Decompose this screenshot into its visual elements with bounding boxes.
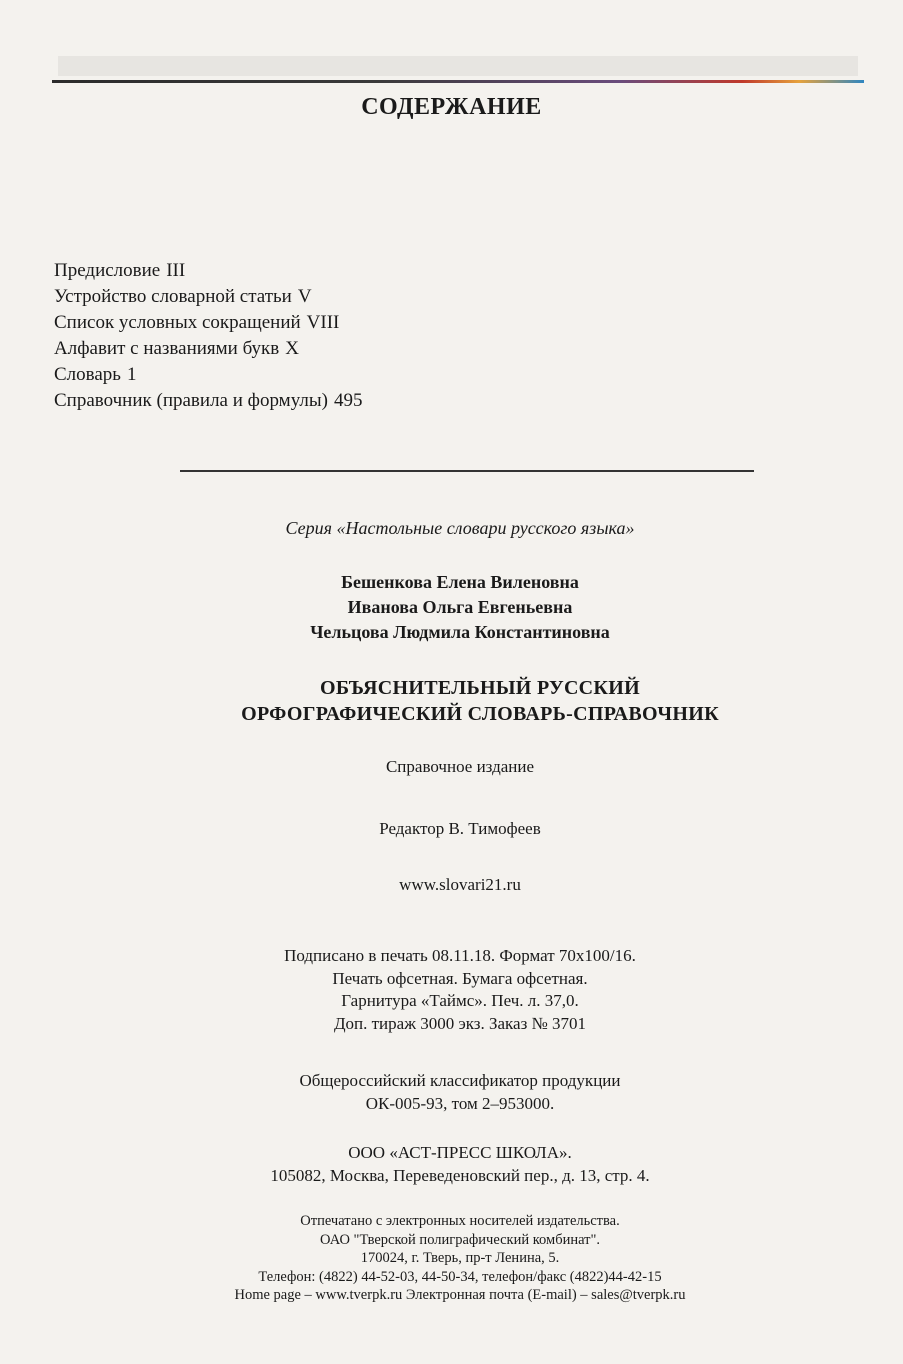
publisher-line: ООО «АСТ-ПРЕСС ШКОЛА». <box>348 1143 572 1162</box>
toc-page: 1 <box>126 364 137 385</box>
series-name: Серия «Настольные словари русского языка» <box>285 518 635 538</box>
edition-type: Справочное издание <box>385 757 535 776</box>
print-line: Подписано в печать 08.11.18. Формат 70x100/16. <box>284 946 636 965</box>
toc-item <box>54 284 362 310</box>
contents-heading: СОДЕРЖАНИЕ <box>361 94 542 120</box>
toc-page: V <box>297 286 312 307</box>
toc-item <box>54 362 362 388</box>
toc-item <box>54 336 362 362</box>
classifier-line: Общероссийский классификатор продукции <box>299 1071 621 1090</box>
print-line: Печать офсетная. Бумага офсетная. <box>332 968 588 988</box>
author-name: Бешенкова Елена Виленовна <box>341 572 579 592</box>
toc-label: Список условных сокращений <box>54 312 301 333</box>
printer-line: Телефон: (4822) 44-52-03, 44-50-34, телефон/факс (4822)44-42-15 <box>258 1268 662 1285</box>
toc-page: 495 <box>333 390 363 411</box>
toc-label: Устройство словарной статьи <box>54 286 292 307</box>
authors-list <box>0 570 903 645</box>
top-color-rule <box>52 80 864 83</box>
book-title-line: ОРФОГРАФИЧЕСКИЙ СЛОВАРЬ-СПРАВОЧНИК <box>241 703 719 725</box>
toc-page: VIII <box>306 312 340 333</box>
product-classifier <box>0 1070 903 1115</box>
editor-credit: Редактор В. Тимофеев <box>379 819 541 838</box>
publisher-line: 105082, Москва, Переведеновский пер., д. 13, стр. 4. <box>270 1165 650 1185</box>
toc-page: III <box>166 260 186 281</box>
print-line: Гарнитура «Таймс». Печ. л. 37,0. <box>341 991 579 1010</box>
print-line: Доп. тираж 3000 экз. Заказ № 3701 <box>333 1013 587 1033</box>
author-name: Чельцова Людмила Константиновна <box>310 622 610 642</box>
toc-page: X <box>285 338 299 359</box>
toc-label: Словарь <box>54 364 121 385</box>
book-title-line: ОБЪЯСНИТЕЛЬНЫЙ РУССКИЙ <box>320 677 640 699</box>
toc-label: Алфавит с названиями букв <box>54 338 280 359</box>
author-name: Иванова Ольга Евгеньевна <box>347 597 573 617</box>
toc-item <box>54 258 362 284</box>
toc-item <box>54 388 362 414</box>
print-details <box>0 945 903 1035</box>
toc-label: Предисловие <box>54 260 161 281</box>
printer-line: Home page – www.tverpk.ru Электронная почта (E-mail) – sales@tverpk.ru <box>234 1287 686 1303</box>
bleed-through-shadow <box>58 56 858 76</box>
classifier-line: ОК-005-93, том 2–953000. <box>365 1093 555 1113</box>
toc-label: Справочник (правила и формулы) <box>54 390 328 411</box>
table-of-contents <box>54 258 362 414</box>
printer-info <box>0 1212 903 1305</box>
toc-item <box>54 310 362 336</box>
publisher-info <box>0 1142 903 1187</box>
book-title <box>0 675 903 727</box>
printer-line: 170024, г. Тверь, пр-т Ленина, 5. <box>360 1250 560 1266</box>
section-divider <box>180 470 754 472</box>
printer-line: ОАО "Тверской полиграфический комбинат". <box>319 1231 601 1248</box>
printer-line: Отпечатано с электронных носителей издательства. <box>300 1213 620 1229</box>
publisher-website: www.slovari21.ru <box>399 875 521 894</box>
